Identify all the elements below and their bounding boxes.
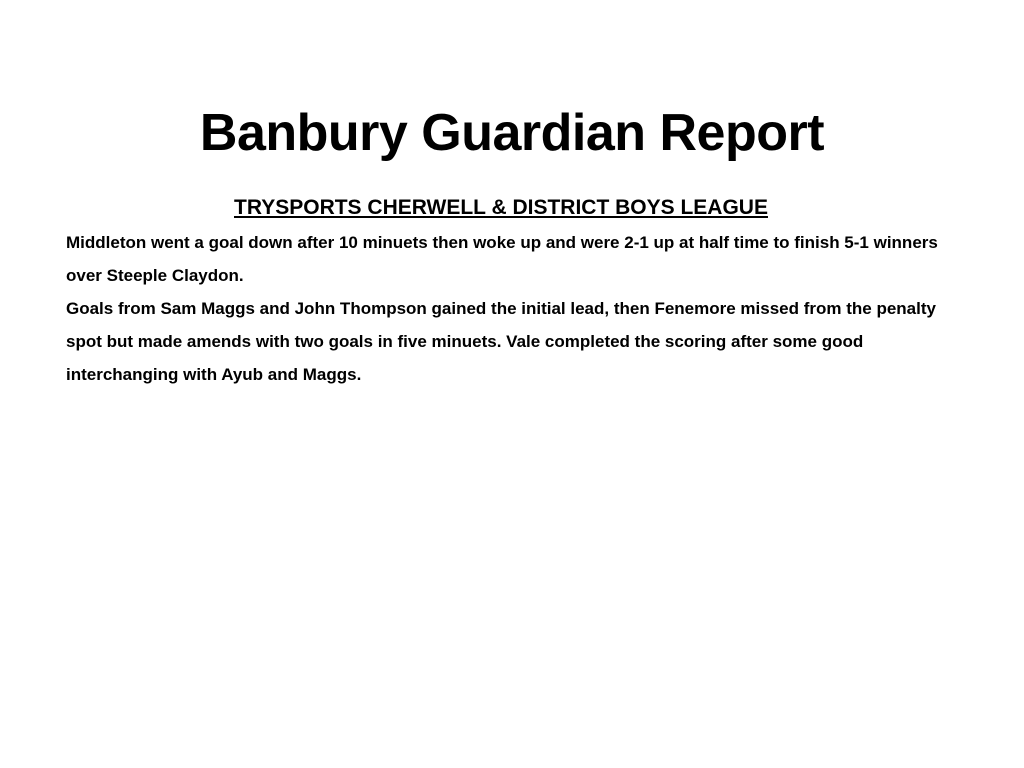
report-paragraph-1: Middleton went a goal down after 10 minuets then woke up and were 2-1 up at half time to finish 5-1 winners over Steeple Claydon. bbox=[66, 233, 938, 285]
slide-body bbox=[66, 192, 966, 391]
league-heading: TRYSPORTS CHERWELL & DISTRICT BOYS LEAGUE bbox=[234, 196, 768, 219]
slide-title: Banbury Guardian Report bbox=[199, 103, 825, 162]
report-paragraph-2: Goals from Sam Maggs and John Thompson gained the initial lead, then Fenemore missed from the penalty spot but made amends with two goals in five minuets. Vale completed the scoring after some good interchanging with Ayub and Maggs. bbox=[66, 299, 936, 384]
